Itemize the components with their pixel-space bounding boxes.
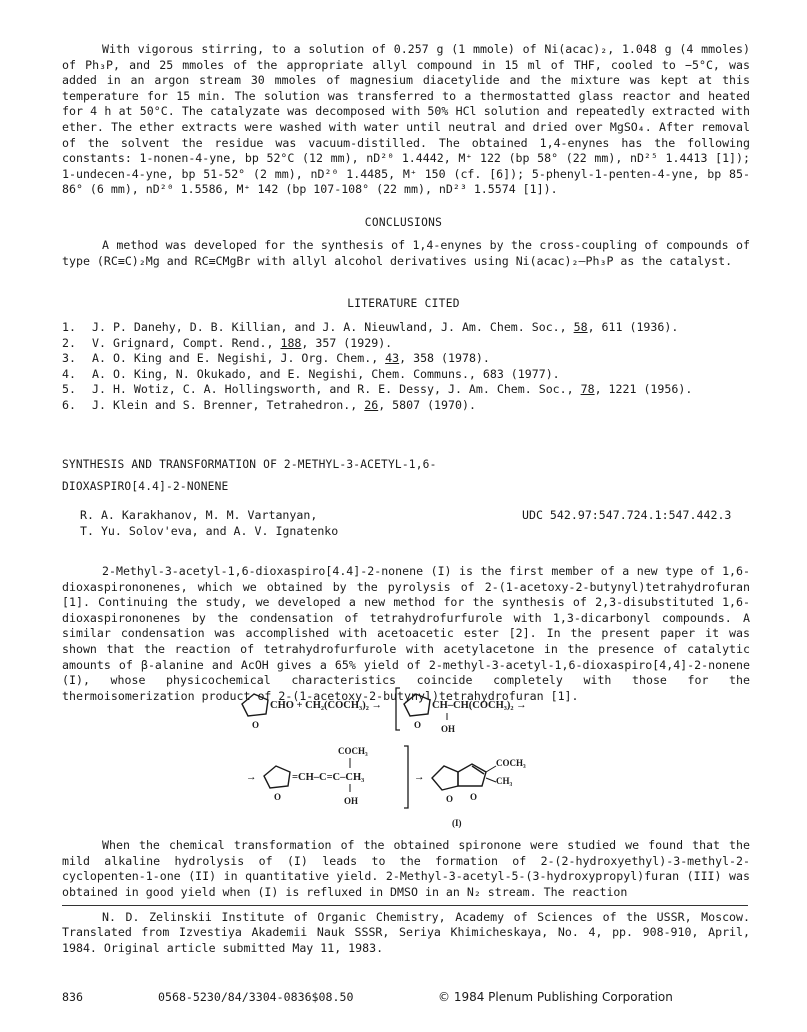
authors <box>80 508 338 539</box>
udc-code: UDC 542.97:547.724.1:547.442.3 <box>522 508 732 522</box>
hydroxyl-label: OH <box>441 724 456 734</box>
article-title-line-2: DIOXASPIRO[4.4]-2-NONENE <box>62 480 229 493</box>
ring-oxygen-label: O <box>414 720 422 730</box>
footnote-rule <box>62 905 748 906</box>
article-title-line-1: SYNTHESIS AND TRANSFORMATION OF 2-METHYL-3-ACETYL-1,6- <box>62 458 437 471</box>
ring-oxygen-label: O <box>274 792 282 802</box>
reference-item: 4. A. O. King, N. Okukado, and E. Negishi, Chem. Communs., 683 (1977). <box>62 366 560 381</box>
authors-line-2: T. Yu. Solov'eva, and A. V. Ignatenko <box>80 523 339 538</box>
reference-item: 5. J. H. Wotiz, C. A. Hollingsworth, and R. E. Dessy, J. Am. Chem. Soc., 78, 1221 (1956). <box>62 382 693 397</box>
arrow-label: → <box>414 772 425 783</box>
page-number: 836 <box>62 990 83 1004</box>
ring-oxygen-label: O <box>252 720 260 730</box>
dihydrofuran-ring-icon <box>264 766 290 788</box>
methyl-label: CH₃ <box>496 776 513 786</box>
acetyl-label: COCH₃ <box>338 746 368 756</box>
reaction-scheme <box>232 686 572 836</box>
footnote: N. D. Zelinskii Institute of Organic Chemistry, Academy of Sciences of the USSR, Moscow. Translated from Izvestiya Akademii Nauk SSSR, Seriya Khimicheskaya, No. 4, pp. 908-910, April, 1984. Original article submitted May 11, 1983. <box>62 910 750 955</box>
reactant-label: CHO + CH₂(COCH₃)₂ → <box>270 700 382 711</box>
reference-item: 6. J. Klein and S. Brenner, Tetrahedron., 26, 5807 (1970). <box>62 397 476 412</box>
intro-paragraph: 2-Methyl-3-acetyl-1,6-dioxaspiro[4.4]-2-nonene (I) is the first member of a new type of 1,6-dioxaspirononenes, which we obtained by the pyrolysis of 2-(1-acetoxy-2-butynyl)tetrahydrofuran [1]. Continuing the study, we developed a new method for the synthesis of 2,3-disubstituted 1,6-dioxaspirononenes by the condensation of tetrahydrofurfurole with 1,3-dicarbonyl compounds. A similar condensation was accomplished with acetoacetic ester [2]. In the present paper it was shown that the reaction of tetrahydrofurfurole with acetylacetone in the presence of catalytic amounts of β-alanine and AcOH gives a 65% yield of 2-methyl-3-acetyl-1,6-dioxaspiro[4,4]-2-nonene (I), whose physicochemical characteristics coincide completely with those for the thermoisomerization product of 2-(1-acetoxy-2-butynyl)tetrahydrofuran [1]. <box>62 564 750 703</box>
reference-item: 1. J. P. Danehy, D. B. Killian, and J. A. Nieuwland, J. Am. Chem. Soc., 58, 611 (1936). <box>62 320 679 334</box>
experimental-paragraph: With vigorous stirring, to a solution of 0.257 g (1 mmole) of Ni(acac)₂, 1.048 g (4 mmoles) of Ph₃P, and 25 mmoles of the appropriate allyl compound in 15 ml of THF, cooled to −5°C, was added in an argon stream 30 mmoles of magnesium diacetylide and the mixture was kept at this temperature for 15 min. The solution was transferred to a thermostatted glass reactor and heated for 4 h at 50°C. The catalyzate was decomposed with 50% HCl solution and repeatedly extracted with ether. The ether extracts were washed with water until neutral and dried over MgSO₄. After removal of the solvent the residue was vacuum-distilled. The obtained 1,4-enynes has the following constants: 1-nonen-4-yne, bp 52°C (12 mm), nD²⁰ 1.4442, M⁺ 122 (bp 58° (22 mm), nD²⁵ 1.4413 [1]); 1-undecen-4-yne, bp 51-52° (2 mm), nD²⁰ 1.4485, M⁺ 150 (cf. [6]); 5-phenyl-1-penten-4-yne, bp 85-86° (6 mm), nD²⁰ 1.5586, M⁺ 142 (bp 107-108° (22 mm), nD²³ 1.5574 [1]). <box>62 42 750 197</box>
conclusions-heading: CONCLUSIONS <box>364 216 443 229</box>
spiro-product-icon <box>432 764 486 790</box>
reference-item: 3. A. O. King and E. Negishi, J. Org. Chem., 43, 358 (1978). <box>62 351 490 366</box>
compound-label: (I) <box>452 818 462 828</box>
continuation-paragraph: When the chemical transformation of the obtained spironone were studied we found that the mild alkaline hydrolysis of (I) leads to the formation of 2-(2-hydroxyethyl)-3-methyl-2-cyclopenten-1-one (II) in quantitative yield. 2-Methyl-3-acetyl-5-(3-hydroxypropyl)furan (III) was obtained in good yield when (I) is refluxed in DMSO in an N₂ stream. The reaction <box>62 838 750 899</box>
thf-ring-icon <box>242 694 268 716</box>
arrow-label: → <box>246 772 257 783</box>
ring-oxygen-label: O <box>470 792 478 802</box>
literature-heading: LITERATURE CITED <box>347 297 460 310</box>
thf-ring-icon <box>404 694 430 716</box>
authors-line-1: R. A. Karakhanov, M. M. Vartanyan, <box>80 508 318 522</box>
reference-item: 2. V. Grignard, Compt. Rend., 188, 357 (1929). <box>62 335 393 350</box>
enol-chain-label: =CH–C=C–CH₃ <box>292 772 365 783</box>
intermediate-label: CH–CH(COCH₃)₂ → <box>432 700 527 711</box>
acetyl-label: COCH₃ <box>496 758 526 768</box>
article-code: 0568-5230/84/3304-0836$08.50 <box>158 990 354 1004</box>
bracket-right <box>404 746 408 808</box>
hydroxyl-label: OH <box>344 796 359 806</box>
reference-list <box>62 320 762 414</box>
ring-oxygen-label: O <box>446 794 454 804</box>
conclusions-text: A method was developed for the synthesis of 1,4-enynes by the cross-coupling of compounds of type (RC≡C)₂Mg and RC≡CMgBr with allyl alcohol derivatives using Ni(acac)₂–Ph₃P as the catalyst. <box>62 238 750 268</box>
copyright: © 1984 Plenum Publishing Corporation <box>438 990 673 1004</box>
bracket-left <box>396 688 400 730</box>
